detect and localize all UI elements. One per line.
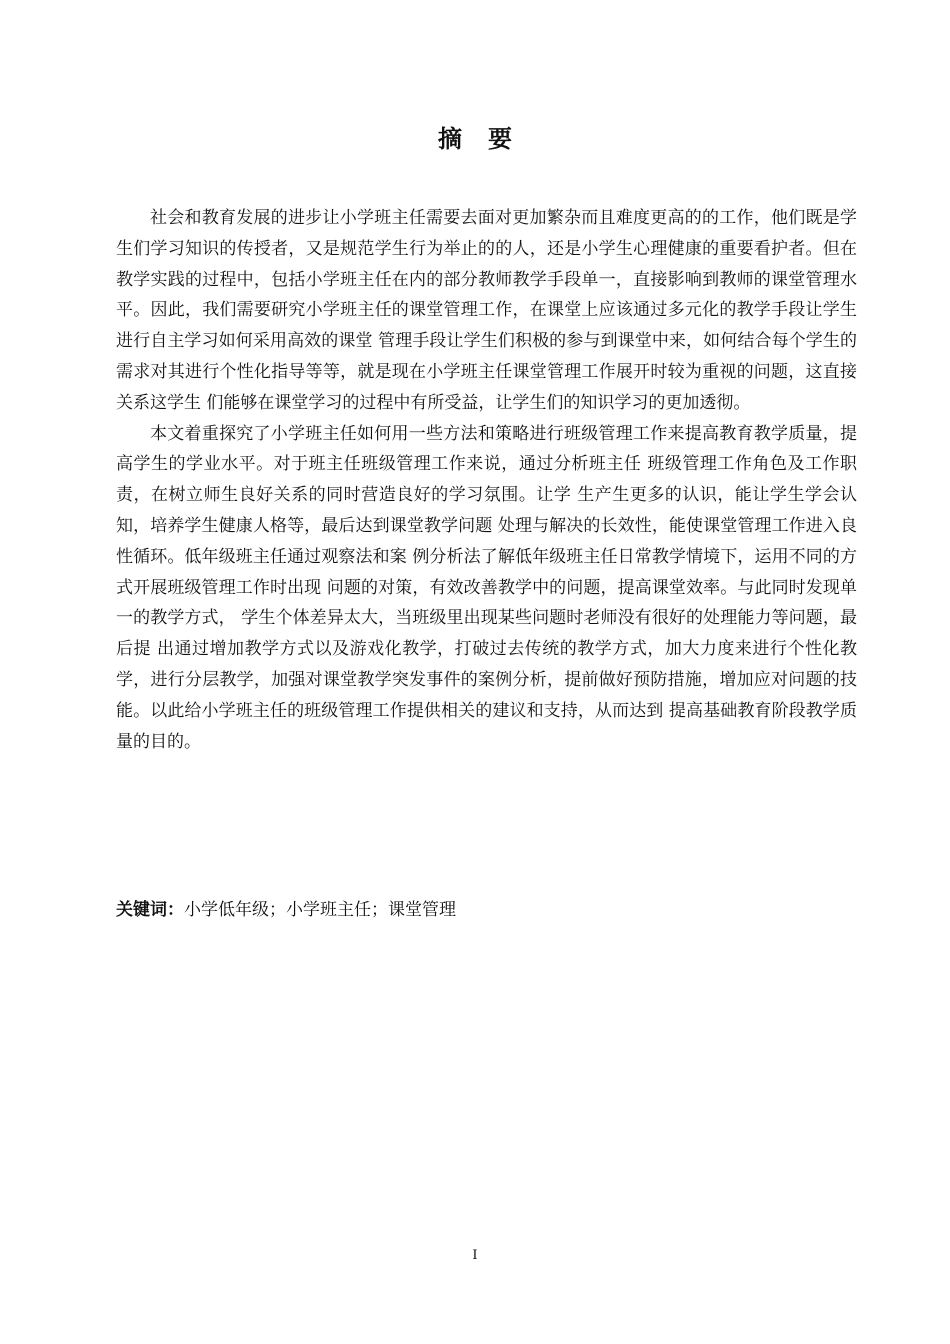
keywords-value: 小学低年级；小学班主任；课堂管理 — [184, 900, 456, 920]
abstract-paragraph-1: 社会和教育发展的进步让小学班主任需要去面对更加繁杂而且难度更高的的工作，他们既是学生们学习知识的传授者，又是规范学生行为举止的的人，还是小学生心理健康的重要看护者。但在教学实践的过程中，包括小学班主任在内的部分教师教学手段单一，直接影响到教师的课堂管理水平。因此，我们需要研究小学班主任的课堂管理工作，在课堂上应该通过多元化的教学手段让学生进行自主学习如何采用高效的课堂 管理手段让学生们积极的参与到课堂中来，如何结合每个学生的需求对其进行个性化指导等等，就是现在小学班主任课堂管理工作展开时较为重视的问题，这直接关系这学生 们能够在课堂学习的过程中有所受益，让学生们的知识学习的更加透彻。 — [116, 208, 857, 413]
page-number: I — [472, 1248, 478, 1263]
abstract-title: 摘要 — [438, 125, 538, 153]
abstract-body — [116, 203, 857, 757]
keywords-line — [116, 895, 857, 925]
abstract-paragraph-2: 本文着重探究了小学班主任如何用一些方法和策略进行班级管理工作来提高教育教学质量，提高学生的学业水平。对于班主任班级管理工作来说，通过分析班主任 班级管理工作角色及工作职责，在树立师生良好关系的同时营造良好的学习氛围。让学 生产生更多的认识，能让学生学会认知，培养学生健康人格等，最后达到课堂教学问题 处理与解决的长效性，能使课堂管理工作进入良性循环。低年级班主任通过观察法和案 例分析法了解低年级班主任日常教学情境下，运用不同的方式开展班级管理工作时出现 问题的对策，有效改善教学中的问题，提高课堂效率。与此同时发现单一的教学方式， 学生个体差异太大，当班级里出现某些问题时老师没有很好的处理能力等问题，最后提 出通过增加教学方式以及游戏化教学，打破过去传统的教学方式，加大力度来进行个性化教学，进行分层教学，加强对课堂教学突发事件的案例分析，提前做好预防措施，增加应对问题的技能。以此给小学班主任的班级管理工作提供相关的建议和支持，从而达到 提高基础教育阶段教学质量的目的。 — [116, 423, 857, 752]
keywords-label: 关键词： — [116, 900, 184, 920]
